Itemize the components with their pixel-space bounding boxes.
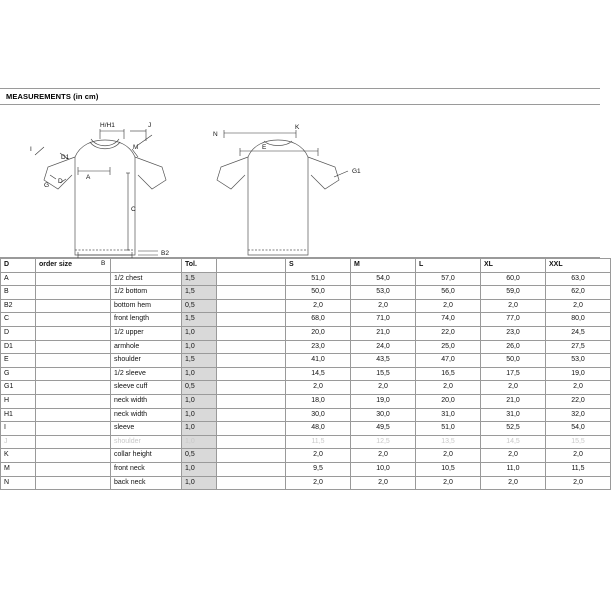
row-tolerance: 1,0 [182, 462, 217, 476]
row-value-m: 2,0 [351, 476, 416, 490]
row-value-l: 2,0 [416, 449, 481, 463]
table-row [1, 462, 611, 476]
table-row [1, 272, 611, 286]
row-value-xl: 2,0 [481, 476, 546, 490]
row-code: H1 [1, 408, 36, 422]
row-value-xl: 50,0 [481, 354, 546, 368]
row-value-m: 2,0 [351, 449, 416, 463]
row-blank [217, 381, 286, 395]
row-measurement-name: sleeve [111, 422, 182, 436]
row-value-xl: 77,0 [481, 313, 546, 327]
row-measurement-name: shoulder [111, 354, 182, 368]
table-row [1, 367, 611, 381]
column-header-size-l: L [416, 259, 481, 273]
row-value-s: 20,0 [286, 326, 351, 340]
row-value-s: 2,0 [286, 476, 351, 490]
row-blank [217, 299, 286, 313]
row-value-xxl: 2,0 [546, 476, 611, 490]
row-value-xxl: 19,0 [546, 367, 611, 381]
measurement-sheet [0, 88, 600, 490]
row-order-size [36, 381, 111, 395]
label-G: G [44, 182, 50, 189]
row-blank [217, 476, 286, 490]
row-order-size [36, 340, 111, 354]
row-blank [217, 272, 286, 286]
row-value-xl: 14,5 [481, 435, 546, 449]
table-row [1, 435, 611, 449]
label-K: K [295, 124, 300, 131]
row-value-m: 30,0 [351, 408, 416, 422]
row-value-s: 41,0 [286, 354, 351, 368]
row-measurement-name: 1/2 bottom [111, 286, 182, 300]
row-value-xl: 21,0 [481, 394, 546, 408]
row-value-xxl: 27,5 [546, 340, 611, 354]
label-B2: B2 [161, 250, 169, 257]
row-value-xxl: 2,0 [546, 381, 611, 395]
column-header-size-m: M [351, 259, 416, 273]
row-value-m: 21,0 [351, 326, 416, 340]
row-value-s: 18,0 [286, 394, 351, 408]
row-value-s: 14,5 [286, 367, 351, 381]
row-value-l: 2,0 [416, 299, 481, 313]
label-B: B [101, 260, 106, 267]
row-value-xxl: 15,5 [546, 435, 611, 449]
row-value-s: 2,0 [286, 381, 351, 395]
row-tolerance: 1,0 [182, 394, 217, 408]
row-value-xxl: 53,0 [546, 354, 611, 368]
row-tolerance: 1,5 [182, 272, 217, 286]
row-measurement-name: 1/2 chest [111, 272, 182, 286]
row-value-m: 24,0 [351, 340, 416, 354]
row-value-xxl: 2,0 [546, 299, 611, 313]
row-code: M [1, 462, 36, 476]
row-code: B [1, 286, 36, 300]
row-tolerance: 1,0 [182, 422, 217, 436]
row-value-l: 2,0 [416, 381, 481, 395]
row-value-l: 10,5 [416, 462, 481, 476]
row-value-m: 53,0 [351, 286, 416, 300]
table-header [1, 259, 611, 273]
column-header-tol: Tol. [182, 259, 217, 273]
column-header-order-size: order size [36, 259, 111, 273]
row-blank [217, 408, 286, 422]
row-measurement-name: front neck [111, 462, 182, 476]
row-order-size [36, 326, 111, 340]
row-value-l: 57,0 [416, 272, 481, 286]
row-value-xl: 2,0 [481, 381, 546, 395]
row-tolerance: 1,0 [182, 340, 217, 354]
row-value-xxl: 11,5 [546, 462, 611, 476]
table-row [1, 381, 611, 395]
table-row [1, 326, 611, 340]
row-value-xxl: 54,0 [546, 422, 611, 436]
table-header-row [1, 259, 611, 273]
row-order-size [36, 354, 111, 368]
row-measurement-name: front length [111, 313, 182, 327]
label-N: N [213, 131, 218, 138]
row-value-xl: 17,5 [481, 367, 546, 381]
row-value-m: 71,0 [351, 313, 416, 327]
row-order-size [36, 408, 111, 422]
column-header-code: D [1, 259, 36, 273]
row-measurement-name: armhole [111, 340, 182, 354]
row-tolerance: 1,0 [182, 408, 217, 422]
row-order-size [36, 449, 111, 463]
row-value-m: 2,0 [351, 381, 416, 395]
row-value-xl: 31,0 [481, 408, 546, 422]
label-C: C [131, 206, 136, 213]
row-value-l: 31,0 [416, 408, 481, 422]
table-row [1, 476, 611, 490]
row-blank [217, 435, 286, 449]
row-measurement-name: back neck [111, 476, 182, 490]
row-value-l: 25,0 [416, 340, 481, 354]
row-value-xl: 59,0 [481, 286, 546, 300]
row-tolerance: 0,5 [182, 299, 217, 313]
label-D1: D1 [61, 154, 70, 161]
row-order-size [36, 367, 111, 381]
row-value-s: 50,0 [286, 286, 351, 300]
row-blank [217, 462, 286, 476]
table-row [1, 394, 611, 408]
label-G1: G1 [352, 168, 361, 175]
row-order-size [36, 476, 111, 490]
row-value-s: 2,0 [286, 449, 351, 463]
row-value-l: 74,0 [416, 313, 481, 327]
row-measurement-name: collar height [111, 449, 182, 463]
row-code: E [1, 354, 36, 368]
table-row [1, 449, 611, 463]
row-value-m: 19,0 [351, 394, 416, 408]
row-measurement-name: sleeve cuff [111, 381, 182, 395]
row-blank [217, 394, 286, 408]
row-order-size [36, 422, 111, 436]
row-tolerance: 1,5 [182, 286, 217, 300]
label-M: M [133, 144, 139, 151]
row-value-s: 51,0 [286, 272, 351, 286]
row-code: G [1, 367, 36, 381]
row-value-l: 20,0 [416, 394, 481, 408]
row-measurement-name: neck width [111, 394, 182, 408]
row-code: D1 [1, 340, 36, 354]
row-value-s: 23,0 [286, 340, 351, 354]
row-value-l: 47,0 [416, 354, 481, 368]
row-measurement-name: bottom hem [111, 299, 182, 313]
row-value-xl: 23,0 [481, 326, 546, 340]
row-value-s: 30,0 [286, 408, 351, 422]
row-code: H [1, 394, 36, 408]
row-blank [217, 286, 286, 300]
row-value-l: 51,0 [416, 422, 481, 436]
label-H-H1: H/H1 [100, 122, 115, 129]
row-value-xl: 60,0 [481, 272, 546, 286]
row-value-l: 22,0 [416, 326, 481, 340]
row-code: B2 [1, 299, 36, 313]
row-tolerance: 0,5 [182, 381, 217, 395]
row-code: C [1, 313, 36, 327]
row-value-xxl: 32,0 [546, 408, 611, 422]
row-order-size [36, 435, 111, 449]
row-tolerance: 1,5 [182, 354, 217, 368]
row-measurement-name: 1/2 sleeve [111, 367, 182, 381]
table-row [1, 408, 611, 422]
tshirt-back-view [217, 140, 339, 255]
label-J: J [148, 122, 152, 129]
row-value-l: 56,0 [416, 286, 481, 300]
row-code: N [1, 476, 36, 490]
label-I: I [30, 146, 32, 153]
row-code: G1 [1, 381, 36, 395]
row-order-size [36, 286, 111, 300]
column-header-size-s: S [286, 259, 351, 273]
row-value-s: 9,5 [286, 462, 351, 476]
column-header-point [111, 259, 182, 273]
row-tolerance: 1,0 [182, 326, 217, 340]
row-value-l: 13,5 [416, 435, 481, 449]
row-order-size [36, 394, 111, 408]
table-row [1, 286, 611, 300]
label-E: E [262, 144, 267, 151]
row-value-xl: 52,5 [481, 422, 546, 436]
row-value-m: 49,5 [351, 422, 416, 436]
table-row [1, 354, 611, 368]
label-A: A [86, 174, 91, 181]
row-value-xxl: 80,0 [546, 313, 611, 327]
row-measurement-name: shoulder [111, 435, 182, 449]
row-order-size [36, 299, 111, 313]
row-value-l: 2,0 [416, 476, 481, 490]
row-value-xl: 2,0 [481, 299, 546, 313]
row-measurement-name: neck width [111, 408, 182, 422]
row-blank [217, 340, 286, 354]
row-code: D [1, 326, 36, 340]
row-value-m: 12,5 [351, 435, 416, 449]
row-value-xxl: 2,0 [546, 449, 611, 463]
row-value-xxl: 62,0 [546, 286, 611, 300]
table-row [1, 422, 611, 436]
row-value-s: 68,0 [286, 313, 351, 327]
row-code: A [1, 272, 36, 286]
table-row [1, 340, 611, 354]
row-value-l: 16,5 [416, 367, 481, 381]
row-order-size [36, 272, 111, 286]
row-value-m: 10,0 [351, 462, 416, 476]
row-order-size [36, 313, 111, 327]
row-blank [217, 313, 286, 327]
row-value-s: 11,5 [286, 435, 351, 449]
row-value-xl: 11,0 [481, 462, 546, 476]
column-header-size-xxl: XXL [546, 259, 611, 273]
label-D: D [58, 178, 63, 185]
row-tolerance: 1,5 [182, 313, 217, 327]
measurements-table [0, 258, 611, 490]
row-tolerance: 1,0 [182, 367, 217, 381]
row-code: K [1, 449, 36, 463]
row-tolerance: 1,0 [182, 476, 217, 490]
row-code: J [1, 435, 36, 449]
table-row [1, 313, 611, 327]
row-blank [217, 354, 286, 368]
row-measurement-name: 1/2 upper [111, 326, 182, 340]
row-value-xxl: 24,5 [546, 326, 611, 340]
row-value-s: 2,0 [286, 299, 351, 313]
page-title: MEASUREMENTS (in cm) [0, 88, 600, 105]
row-order-size [36, 462, 111, 476]
row-value-m: 15,5 [351, 367, 416, 381]
row-blank [217, 422, 286, 436]
column-header-size-xl: XL [481, 259, 546, 273]
table-body [1, 272, 611, 490]
row-value-xl: 26,0 [481, 340, 546, 354]
row-value-xxl: 22,0 [546, 394, 611, 408]
row-blank [217, 449, 286, 463]
row-value-s: 48,0 [286, 422, 351, 436]
row-value-m: 2,0 [351, 299, 416, 313]
row-tolerance: 1,0 [182, 435, 217, 449]
row-code: I [1, 422, 36, 436]
row-value-m: 54,0 [351, 272, 416, 286]
table-row [1, 299, 611, 313]
row-blank [217, 367, 286, 381]
row-blank [217, 326, 286, 340]
row-value-xl: 2,0 [481, 449, 546, 463]
column-header-blank [217, 259, 286, 273]
row-value-m: 43,5 [351, 354, 416, 368]
row-value-xxl: 63,0 [546, 272, 611, 286]
row-tolerance: 0,5 [182, 449, 217, 463]
